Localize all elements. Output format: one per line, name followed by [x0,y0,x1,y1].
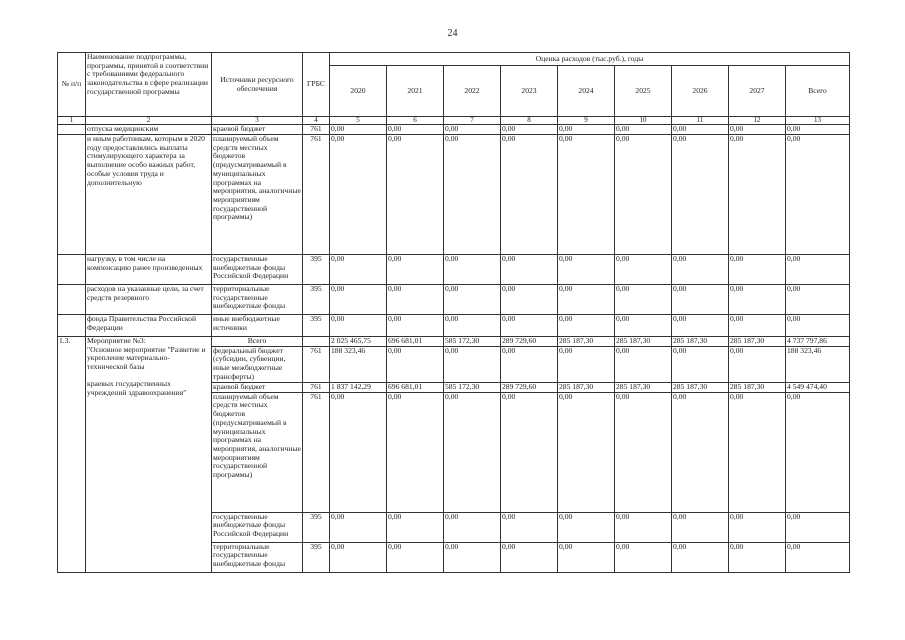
measure-grbs-cell: 761 [303,392,330,512]
row-name-cell: нагрузку, в том числе на компенсацию ранее произведенных [86,255,212,285]
table-row [58,255,850,285]
measure-value-cell: 285 187,30 [672,382,729,392]
row-value-cell: 0,00 [729,255,786,285]
column-index: 8 [501,117,558,125]
year-header: 2020 [330,66,387,117]
header-row [58,53,850,66]
total-header: Всего [786,66,850,117]
row-source-cell: планируемый объем средств местных бюджетов (предусматриваемый в муниципальных программах на мероприятия, аналогичные мероприятиям государственной программы) [212,135,303,255]
row-number-cell [58,315,86,337]
row-value-cell: 0,00 [558,135,615,255]
row-value-cell: 0,00 [330,315,387,337]
column-index: 12 [729,117,786,125]
row-value-cell: 0,00 [330,255,387,285]
measure-total-value: 4 737 797,86 [786,337,850,347]
row-value-cell: 0,00 [558,315,615,337]
row-value-cell: 0,00 [729,315,786,337]
measure-grbs-cell: 395 [303,512,330,542]
measure-value-cell: 0,00 [558,392,615,512]
row-value-cell: 0,00 [615,285,672,315]
column-index: 3 [212,117,303,125]
column-index: 10 [615,117,672,125]
measure-value-cell: 0,00 [330,512,387,542]
measure-name-text: Мероприятие №3: [87,336,146,345]
row-value-cell: 0,00 [729,125,786,135]
row-value-cell: 0,00 [672,125,729,135]
measure-value-cell: 0,00 [444,392,501,512]
row-source-cell: территориальные государственные внебюджетные фонды [212,285,303,315]
measure-value-cell: 0,00 [501,542,558,572]
row-value-cell: 0,00 [387,125,444,135]
measure-value-cell: 0,00 [558,542,615,572]
measure-value-cell: 0,00 [330,392,387,512]
measure-value-cell: 0,00 [387,512,444,542]
measure-value-cell: 0,00 [387,542,444,572]
measure-total-value: 285 187,30 [615,337,672,347]
measure-value-cell: 0,00 [615,512,672,542]
row-value-cell: 0,00 [501,135,558,255]
row-value-cell: 0,00 [615,255,672,285]
column-index: 6 [387,117,444,125]
row-value-cell: 0,00 [615,135,672,255]
measure-value-cell: 285 187,30 [615,382,672,392]
measure-value-cell: 0,00 [444,346,501,382]
measure-value-cell: 0,00 [672,512,729,542]
row-value-cell: 0,00 [387,285,444,315]
row-grbs-cell: 395 [303,285,330,315]
row-source-cell: краевой бюджет [212,125,303,135]
row-value-cell: 0,00 [672,255,729,285]
measure-value-cell: 289 729,60 [501,382,558,392]
measure-value-cell: 0,00 [786,512,850,542]
column-index: 1 [58,117,86,125]
year-header: 2022 [444,66,501,117]
column-index: 5 [330,117,387,125]
row-value-cell: 0,00 [786,135,850,255]
row-value-cell: 0,00 [387,135,444,255]
col-source-header: Источники ресурсного обеспечения [212,53,303,117]
row-name-cell: и иным работникам, которым в 2020 году предоставлялись выплаты стимулирующего характера за выполнение особо важных работ, особые условия труда и дополнительную [86,135,212,255]
measure-value-cell: 0,00 [729,512,786,542]
measure-source-cell: федеральный бюджет (субсидии, субвенции, иные межбюджетные трансферты) [212,346,303,382]
row-value-cell: 0,00 [330,125,387,135]
column-index: 13 [786,117,850,125]
table-row [58,315,850,337]
row-value-cell: 0,00 [672,135,729,255]
row-number-cell [58,255,86,285]
row-value-cell: 0,00 [558,285,615,315]
measure-value-cell: 0,00 [558,346,615,382]
row-value-cell: 0,00 [786,315,850,337]
row-value-cell: 0,00 [501,315,558,337]
measure-source-cell: планируемый объем средств местных бюджетов (предусматриваемый в муниципальных программах на мероприятия, аналогичные мероприятиям государственной программы) [212,392,303,512]
row-number-cell [58,285,86,315]
column-index-row [58,117,850,125]
col-grbs-header: ГРБС [303,53,330,117]
measure-total-label: Всего [212,337,303,347]
row-value-cell: 0,00 [672,285,729,315]
row-number-cell [58,135,86,255]
year-header: 2023 [501,66,558,117]
col-estimate-header: Оценка расходов (тыс.руб.), годы [330,53,850,66]
row-name-cell: фонда Правительства Российской Федерации [86,315,212,337]
measure-source-cell: краевой бюджет [212,382,303,392]
row-name-cell: расходов на указанные цели, за счет средств резервного [86,285,212,315]
measure-value-cell: 4 549 474,40 [786,382,850,392]
row-value-cell: 0,00 [786,255,850,285]
measure-value-cell: 0,00 [672,392,729,512]
table-row [58,285,850,315]
row-value-cell: 0,00 [672,315,729,337]
column-index: 9 [558,117,615,125]
row-number-cell [58,125,86,135]
measure-value-cell: 0,00 [501,346,558,382]
row-name-cell: отпуска медицинским [86,125,212,135]
measure-total-value: 289 729,60 [501,337,558,347]
measure-value-cell: 0,00 [672,542,729,572]
measure-value-cell: 0,00 [330,542,387,572]
measure-value-cell: 0,00 [558,512,615,542]
measure-value-cell: 0,00 [501,512,558,542]
row-value-cell: 0,00 [786,285,850,315]
row-value-cell: 0,00 [786,125,850,135]
column-index: 11 [672,117,729,125]
row-value-cell: 0,00 [558,125,615,135]
measure-value-cell: 0,00 [729,542,786,572]
row-value-cell: 0,00 [501,255,558,285]
measure-total-row [58,337,850,347]
row-value-cell: 0,00 [615,125,672,135]
measure-value-cell: 696 681,01 [387,382,444,392]
measure-value-cell: 0,00 [501,392,558,512]
measure-name-cell [86,337,212,573]
measure-grbs-cell: 761 [303,382,330,392]
measure-value-cell: 0,00 [444,512,501,542]
row-value-cell: 0,00 [729,135,786,255]
measure-total-value: 285 187,30 [672,337,729,347]
measure-source-cell: территориальные государственные внебюджетные фонды [212,542,303,572]
row-source-cell: государственные внебюджетные фонды Российской Федерации [212,255,303,285]
measure-value-cell: 188 323,46 [786,346,850,382]
measure-value-cell: 0,00 [615,346,672,382]
measure-number-cell: 1.3. [58,337,86,573]
measure-value-cell: 188 323,46 [330,346,387,382]
col-num-header: № п/п [58,53,86,117]
row-grbs-cell: 395 [303,255,330,285]
row-value-cell: 0,00 [330,135,387,255]
col-name-header: Наименование подпрограммы, программы, принятой в соответствии с требованиями федерального законодательства в сфере реализации государственной программы [86,53,212,117]
measure-name-text: краевых государственных учреждений здравоохранения" [87,378,187,397]
row-source-cell: иные внебюджетные источники [212,315,303,337]
measure-total-value: 285 187,30 [558,337,615,347]
row-value-cell: 0,00 [444,125,501,135]
measure-value-cell: 285 187,30 [729,382,786,392]
row-value-cell: 0,00 [729,285,786,315]
row-value-cell: 0,00 [444,315,501,337]
measure-value-cell: 0,00 [729,392,786,512]
row-grbs-cell: 395 [303,315,330,337]
row-value-cell: 0,00 [330,285,387,315]
row-value-cell: 0,00 [501,125,558,135]
year-header: 2024 [558,66,615,117]
row-value-cell: 0,00 [501,285,558,315]
measure-source-cell: государственные внебюджетные фонды Российской Федерации [212,512,303,542]
measure-value-cell: 0,00 [729,346,786,382]
page-number: 24 [447,28,458,39]
measure-value-cell: 585 172,30 [444,382,501,392]
measure-name-text: "Основное мероприятие "Развитие и укрепление материально-технической базы [87,344,206,372]
measure-value-cell: 0,00 [615,542,672,572]
measure-value-cell: 0,00 [786,542,850,572]
measure-value-cell: 0,00 [672,346,729,382]
row-value-cell: 0,00 [444,285,501,315]
measure-value-cell: 0,00 [444,542,501,572]
row-value-cell: 0,00 [387,255,444,285]
row-grbs-cell: 761 [303,135,330,255]
row-value-cell: 0,00 [615,315,672,337]
row-value-cell: 0,00 [558,255,615,285]
row-grbs-cell: 761 [303,125,330,135]
measure-value-cell: 0,00 [387,392,444,512]
row-value-cell: 0,00 [444,255,501,285]
year-header: 2026 [672,66,729,117]
measure-total-value: 285 187,30 [729,337,786,347]
measure-value-cell: 0,00 [615,392,672,512]
measure-total-value: 2 025 465,75 [330,337,387,347]
measure-value-cell: 0,00 [387,346,444,382]
column-index: 4 [303,117,330,125]
measure-grbs-cell: 761 [303,346,330,382]
measure-value-cell: 0,00 [786,392,850,512]
row-value-cell: 0,00 [444,135,501,255]
measure-total-value: 585 172,30 [444,337,501,347]
measure-value-cell: 1 837 142,29 [330,382,387,392]
column-index: 7 [444,117,501,125]
year-header: 2021 [387,66,444,117]
table-row [58,125,850,135]
measure-total-value: 696 681,01 [387,337,444,347]
column-index: 2 [86,117,212,125]
measure-total-grbs [303,337,330,347]
row-value-cell: 0,00 [387,315,444,337]
year-header: 2025 [615,66,672,117]
measure-value-cell: 285 187,30 [558,382,615,392]
expense-table [57,52,850,573]
table-row [58,135,850,255]
measure-grbs-cell: 395 [303,542,330,572]
year-header: 2027 [729,66,786,117]
